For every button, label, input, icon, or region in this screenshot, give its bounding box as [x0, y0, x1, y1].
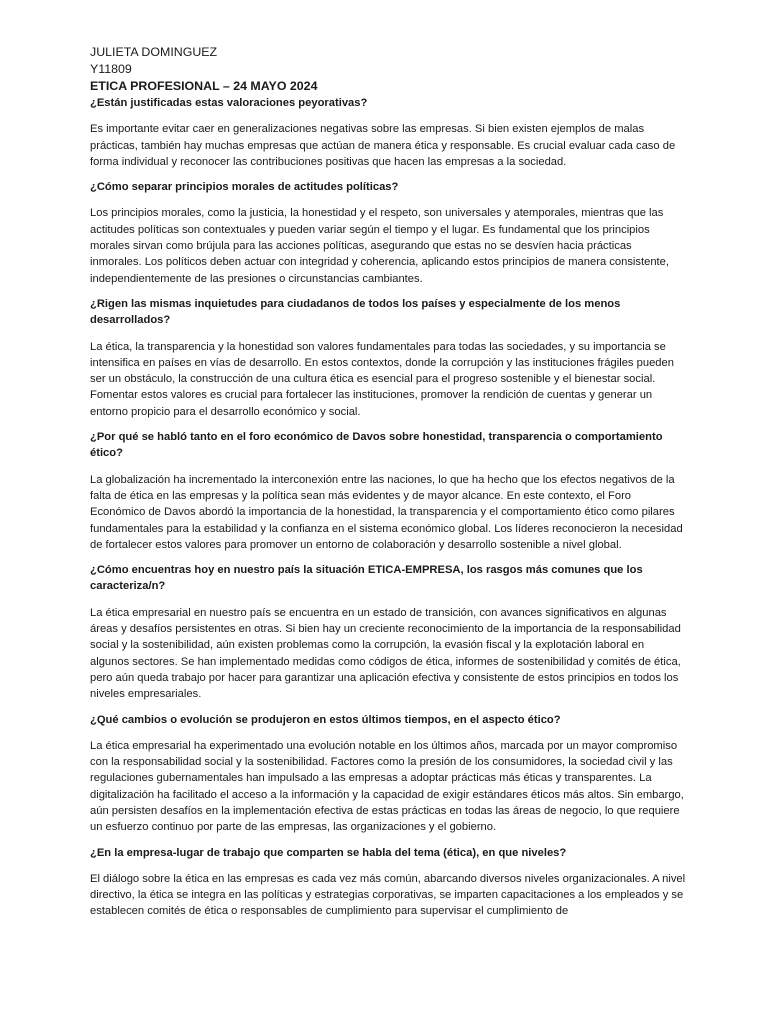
author-name: JULIETA DOMINGUEZ [90, 45, 218, 59]
document-title: ETICA PROFESIONAL – 24 MAYO 2024 [90, 79, 318, 93]
question-4: ¿Por qué se habló tanto en el foro económico de Davos sobre honestidad, transparencia o comportamiento ético? [90, 431, 663, 460]
answer-2: Los principios morales, como la justicia, la honestidad y el respeto, son universales y atemporales, mientras que las actitudes políticas son contextuales y pueden variar según el tiempo y el lugar. Es fundamental que los principios morales sirvan como brújula para las acciones políticas, asegurando que estas no se desvíen hacia prácticas inmorales. Los políticos deben actuar con integridad y coherencia, aplicando estos principios de manera consistente, independientemente de las presiones o circunstancias cambiantes. [90, 207, 669, 285]
section-7 [90, 845, 686, 920]
answer-5: La ética empresarial en nuestro país se encuentra en un estado de transición, con avances significativos en algunas áreas y desafíos persistentes en otras. Si bien hay un creciente reconocimiento de la importancia de la responsabilidad social y la sostenibilidad, aún existen problemas como la corrupción, la evasión fiscal y la explotación laboral en algunos sectores. Se han implementado medidas como códigos de ética, informes de sostenibilidad y comités de ética, pero aún queda trabajo por hacer para garantizar una aplicación efectiva y consistente de estos principios en todos los niveles empresariales. [90, 606, 681, 701]
section-4 [90, 429, 686, 553]
question-7: ¿En la empresa-lugar de trabajo que comparten se habla del tema (ética), en que niveles? [90, 846, 567, 859]
section-5 [90, 562, 686, 702]
author-id: Y11809 [90, 62, 132, 76]
document-page [90, 44, 686, 929]
question-6: ¿Qué cambios o evolución se produjeron en estos últimos tiempos, en el aspecto ético? [90, 713, 561, 726]
section-6 [90, 712, 686, 836]
section-1 [90, 95, 686, 170]
answer-6: La ética empresarial ha experimentado una evolución notable en los últimos años, marcada por un mayor compromiso con la responsabilidad social y la sostenibilidad. Factores como la presión de los consumidores, la sociedad civil y las regulaciones gubernamentales han impulsado a las empresas a adoptar prácticas más éticas y transparentes. La digitalización ha facilitado el acceso a la información y la capacidad de exigir estándares éticos más altos. Sin embargo, aún persisten desafíos en la implementación efectiva de estas prácticas en todas las áreas de negocio, lo que requiere un esfuerzo continuo por parte de las empresas, las organizaciones y el gobierno. [90, 739, 684, 834]
question-1: ¿Están justificadas estas valoraciones peyorativas? [90, 97, 368, 109]
section-2 [90, 179, 686, 287]
answer-7: El diálogo sobre la ética en las empresas es cada vez más común, abarcando diversos niveles organizacionales. A nivel directivo, la ética se integra en las políticas y estrategias corporativas, se imparten capacitaciones a los empleados y se establecen comités de ética o responsables de cumplimiento para supervisar el cumplimiento de [90, 872, 686, 918]
answer-1: Es importante evitar caer en generalizaciones negativas sobre las empresas. Si bien existen ejemplos de malas prácticas, también hay muchas empresas que actúan de manera ética y responsable. Es crucial evaluar cada caso de forma individual y reconocer las contribuciones positivas que hacen las empresas a la sociedad. [90, 123, 676, 168]
section-3 [90, 296, 686, 420]
answer-3: La ética, la transparencia y la honestidad son valores fundamentales para todas las sociedades, y su importancia se intensifica en países en vías de desarrollo. En estos contextos, donde la corrupción y las instituciones frágiles pueden ser un obstáculo, la construcción de una cultura ética es esencial para el progreso sostenible y el bienestar social. Fomentar estos valores es crucial para fortalecer las instituciones, promover la rendición de cuentas y generar un entorno propicio para el desarrollo económico y social. [90, 340, 674, 418]
answer-4: La globalización ha incrementado la interconexión entre las naciones, lo que ha hecho que los efectos negativos de la falta de ética en las empresas y la política sean más evidentes y de mayor alcance. En este contexto, el Foro Económico de Davos abordó la importancia de la honestidad, la transparencia y el comportamiento ético como pilares fundamentales para la estabilidad y la confianza en el sistema económico global. Los líderes reconocieron la necesidad de fortalecer estos valores para promover un entorno de colaboración y desarrollo sostenible a nivel global. [90, 473, 683, 551]
question-5: ¿Cómo encuentras hoy en nuestro país la situación ETICA-EMPRESA, los rasgos más comunes que los caracteriza/n? [90, 564, 643, 593]
question-2: ¿Cómo separar principios morales de actitudes políticas? [90, 181, 399, 194]
question-3: ¿Rigen las mismas inquietudes para ciudadanos de todos los países y especialmente de los menos desarrollados? [90, 297, 621, 327]
